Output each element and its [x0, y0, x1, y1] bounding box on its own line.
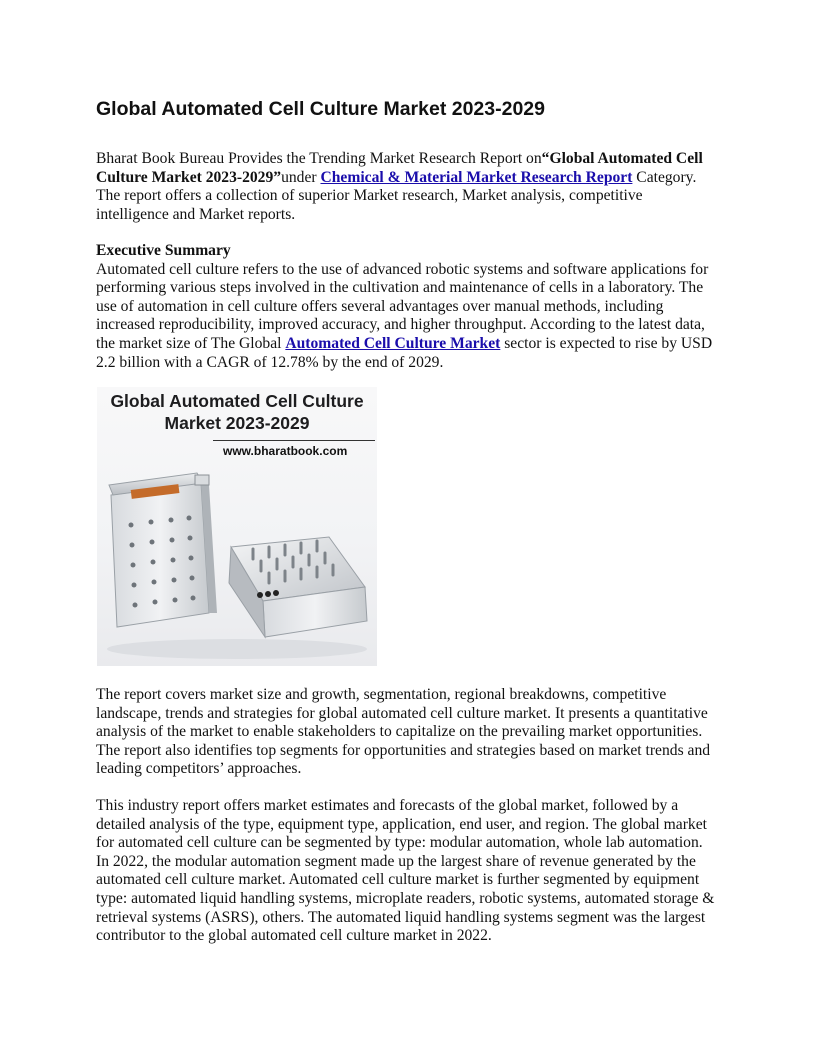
executive-summary-heading: Executive Summary	[96, 242, 231, 259]
executive-summary-text-end: sector is expected to rise by USD 2.2 billion with a CAGR of 12.78% by the end of 2029.	[96, 334, 713, 371]
page-title: Global Automated Cell Culture Market 2023-2029	[96, 98, 545, 120]
intro-under-text: under	[281, 168, 321, 186]
image-title	[97, 390, 377, 434]
industry-report-paragraph: This industry report offers market estimates and forecasts of the global market, followed by a detailed analysis of the type, equipment type, application, end user, and region. The global market for automated cell culture can be segmented by type: modular automation, whole lab automation. In 2022, the modular automation segment made up the largest share of revenue generated by the automated cell culture market. Automated cell culture market is further segmented by equipment type: automated liquid handling systems, microplate readers, robotic systems, automated storage & retrieval systems (ASRS), others. The automated liquid handling systems segment was the largest contributor to the global automated cell culture market in 2022.	[96, 797, 715, 945]
intro-text: Bharat Book Bureau Provides the Trending Market Research Report on	[96, 150, 542, 167]
image-title-line1: Global Automated Cell Culture	[110, 391, 364, 411]
report-title-bold: “Global Automated Cell Culture Market 2023-2029”	[96, 150, 703, 186]
image-title-line2: Market 2023-2029	[164, 413, 310, 433]
executive-summary-text: Automated cell culture refers to the use of advanced robotic systems and software applications for performing various steps involved in the cultivation and maintenance of cells in a laboratory. The use of automation in cell culture offers several advantages over manual methods, including increased reproducibility, improved accuracy, and higher throughput. According to the latest data, the market size of The Global	[96, 260, 709, 352]
image-divider	[213, 440, 375, 441]
executive-summary	[96, 242, 718, 372]
report-cover-image	[97, 387, 377, 666]
market-link[interactable]: Automated Cell Culture Market	[285, 334, 501, 352]
image-url: www.bharatbook.com	[223, 444, 348, 458]
category-link[interactable]: Chemical & Material Market Research Report	[320, 168, 633, 186]
intro-paragraph	[96, 150, 718, 224]
intro-category-text: Category. The report offers a collection of superior Market research, Market analysis, competitive intelligence and Market reports.	[96, 168, 697, 223]
market-coverage-paragraph: The report covers market size and growth, segmentation, regional breakdowns, competitive landscape, trends and strategies for global automated cell culture market. It presents a quantitative analysis of the market to enable stakeholders to capitalize on the prevailing market opportunities. The report also identifies top segments for opportunities and strategies based on market trends and leading competitors’ approaches.	[96, 686, 711, 778]
